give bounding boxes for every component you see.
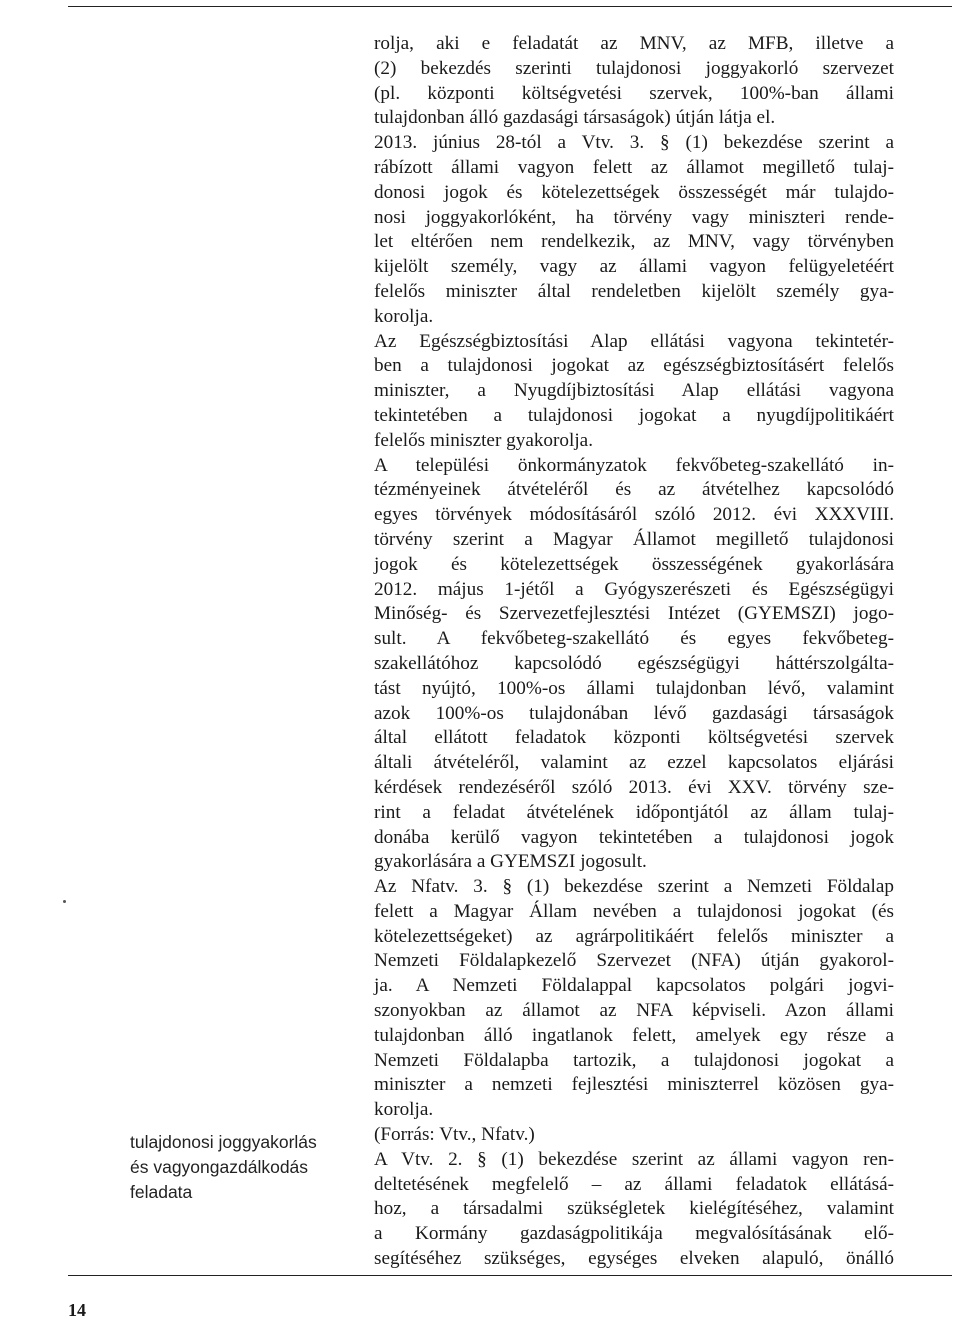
text-line: korolja. <box>374 305 434 327</box>
text-line: tást nyújtó, 100%-os állami tulajdonban lévő, valamint <box>374 677 894 699</box>
text-line: rábízott állami vagyon felett az államot megillető tulaj- <box>374 156 894 178</box>
text-line: deltetésének megfelelő – az állami feladatok ellátásá- <box>374 1173 894 1195</box>
scan-speck <box>63 900 66 903</box>
text-line: felett a Magyar Állam nevében a tulajdonosi jogokat (és <box>374 900 894 922</box>
margin-note-line: és vagyongazdálkodás <box>130 1156 309 1177</box>
text-line: rolja, aki e feladatát az MNV, az MFB, illetve a <box>374 33 894 54</box>
text-line: (pl. központi költségvetési szervek, 100%-ban állami <box>374 82 894 104</box>
margin-note <box>130 1130 350 1204</box>
margin-note-line: feladata <box>130 1181 193 1202</box>
text-line: 2012. május 1-jétől a Gyógyszerészeti és Egészségügyi <box>374 578 894 600</box>
text-line: tézményeinek átvételéről és az átvételhez kapcsolódó <box>374 479 894 501</box>
top-rule <box>68 6 952 7</box>
text-line: sult. A fekvőbeteg-szakellátó és egyes fekvőbeteg- <box>374 628 894 650</box>
text-line: donába kerülő vagyon tekintetében a tulajdonosi jogok <box>374 826 894 848</box>
text-line: a Kormány gazdaságpolitikája megvalósításának elő- <box>374 1223 894 1245</box>
text-line: Nemzeti Földalapkezelő Szervezet (NFA) útján gyakorol- <box>374 950 894 972</box>
text-line: Az Egészségbiztosítási Alap ellátási vagyona tekintetér- <box>374 330 894 352</box>
text-line: tulajdonban álló gazdasági társaságok) útján látja el. <box>374 107 776 129</box>
text-line: 2013. június 28-tól a Vtv. 3. § (1) bekezdése szerint a <box>374 132 894 154</box>
text-line: miniszter a nemzeti fejlesztési miniszterrel közösen gya- <box>374 1074 894 1096</box>
text-line: egyes törvények módosításáról szóló 2012. évi XXXVIII. <box>374 504 894 526</box>
text-line: szakellátóhoz kapcsolódó egészségügyi háttérszolgálta- <box>374 652 894 674</box>
text-line: tulajdonban álló ingatlanok felett, amelyek egy része a <box>374 1024 894 1046</box>
text-line: kijelölt személy, vagy az állami vagyon felügyeletéért <box>374 256 894 278</box>
text-line: tekintetében a tulajdonosi jogokat a nyugdíjpolitikáért <box>374 404 894 426</box>
text-line: hoz, a társadalmi szükségletek kielégítéséhez, valamint <box>374 1198 894 1220</box>
text-line: ben a tulajdonosi jogokat az egészségbiztosításért felelős <box>374 355 894 377</box>
text-line: (2) bekezdés szerinti tulajdonosi joggyakorló szervezet <box>374 57 894 79</box>
margin-note-line: tulajdonosi joggyakorlás <box>130 1132 317 1152</box>
text-line: felelős miniszter által rendeletben kijelölt személy gya- <box>374 280 894 302</box>
text-line: miniszter, a Nyugdíjbiztosítási Alap ellátási vagyona <box>374 380 894 402</box>
bottom-rule <box>68 1275 952 1276</box>
text-line: Nemzeti Földalapba tartozik, a tulajdonosi jogokat a <box>374 1049 894 1071</box>
text-line: (Forrás: Vtv., Nfatv.) <box>374 1124 535 1146</box>
text-line: törvény szerint a Magyar Államot megillető tulajdonosi <box>374 528 894 550</box>
page-number: 14 <box>68 1300 86 1320</box>
text-line: kérdések rendezéséről szóló 2013. évi XXV. törvény sze- <box>374 776 894 798</box>
text-line: által ellátott feladatok központi költségvetési szervek <box>374 727 894 749</box>
text-line: segítéséhez szükséges, egységes elveken alapuló, önálló <box>374 1248 894 1270</box>
text-line: szonyokban az államot az NFA képviseli. Azon állami <box>374 1000 894 1022</box>
text-line: A Vtv. 2. § (1) bekezdése szerint az állami vagyon ren- <box>374 1148 894 1170</box>
text-line: Minőség- és Szervezetfejlesztési Intézet (GYEMSZI) jogo- <box>374 603 894 625</box>
text-line: ja. A Nemzeti Földalappal kapcsolatos polgári jogvi- <box>374 975 894 997</box>
text-line: általi átvételéről, valamint az ezzel kapcsolatos eljárási <box>374 752 894 774</box>
text-line: kötelezettségeket) az agrárpolitikáért felelős miniszter a <box>374 925 894 947</box>
text-line: nosi joggyakorlóként, ha törvény vagy miniszteri rende- <box>374 206 894 228</box>
text-line: Az Nfatv. 3. § (1) bekezdése szerint a Nemzeti Földalap <box>374 876 894 898</box>
text-line: rint a feladat átvételének időpontjától az állam tulaj- <box>374 801 894 823</box>
text-line: A települési önkormányzatok fekvőbeteg-szakellátó in- <box>374 454 894 476</box>
text-line: korolja. <box>374 1099 434 1121</box>
text-line: let eltérően nem rendelkezik, az MNV, vagy törvényben <box>374 231 894 253</box>
text-line: gyakorlására a GYEMSZI jogosult. <box>374 851 647 873</box>
text-line: felelős miniszter gyakorolja. <box>374 429 593 451</box>
text-line: donosi jogok és kötelezettségek összességét már tulajdo- <box>374 181 894 203</box>
text-line: azok 100%-os tulajdonában lévő gazdasági társaságok <box>374 702 894 724</box>
text-line: jogok és kötelezettségek összességének gyakorlására <box>374 553 894 575</box>
main-text-column <box>374 32 894 1272</box>
